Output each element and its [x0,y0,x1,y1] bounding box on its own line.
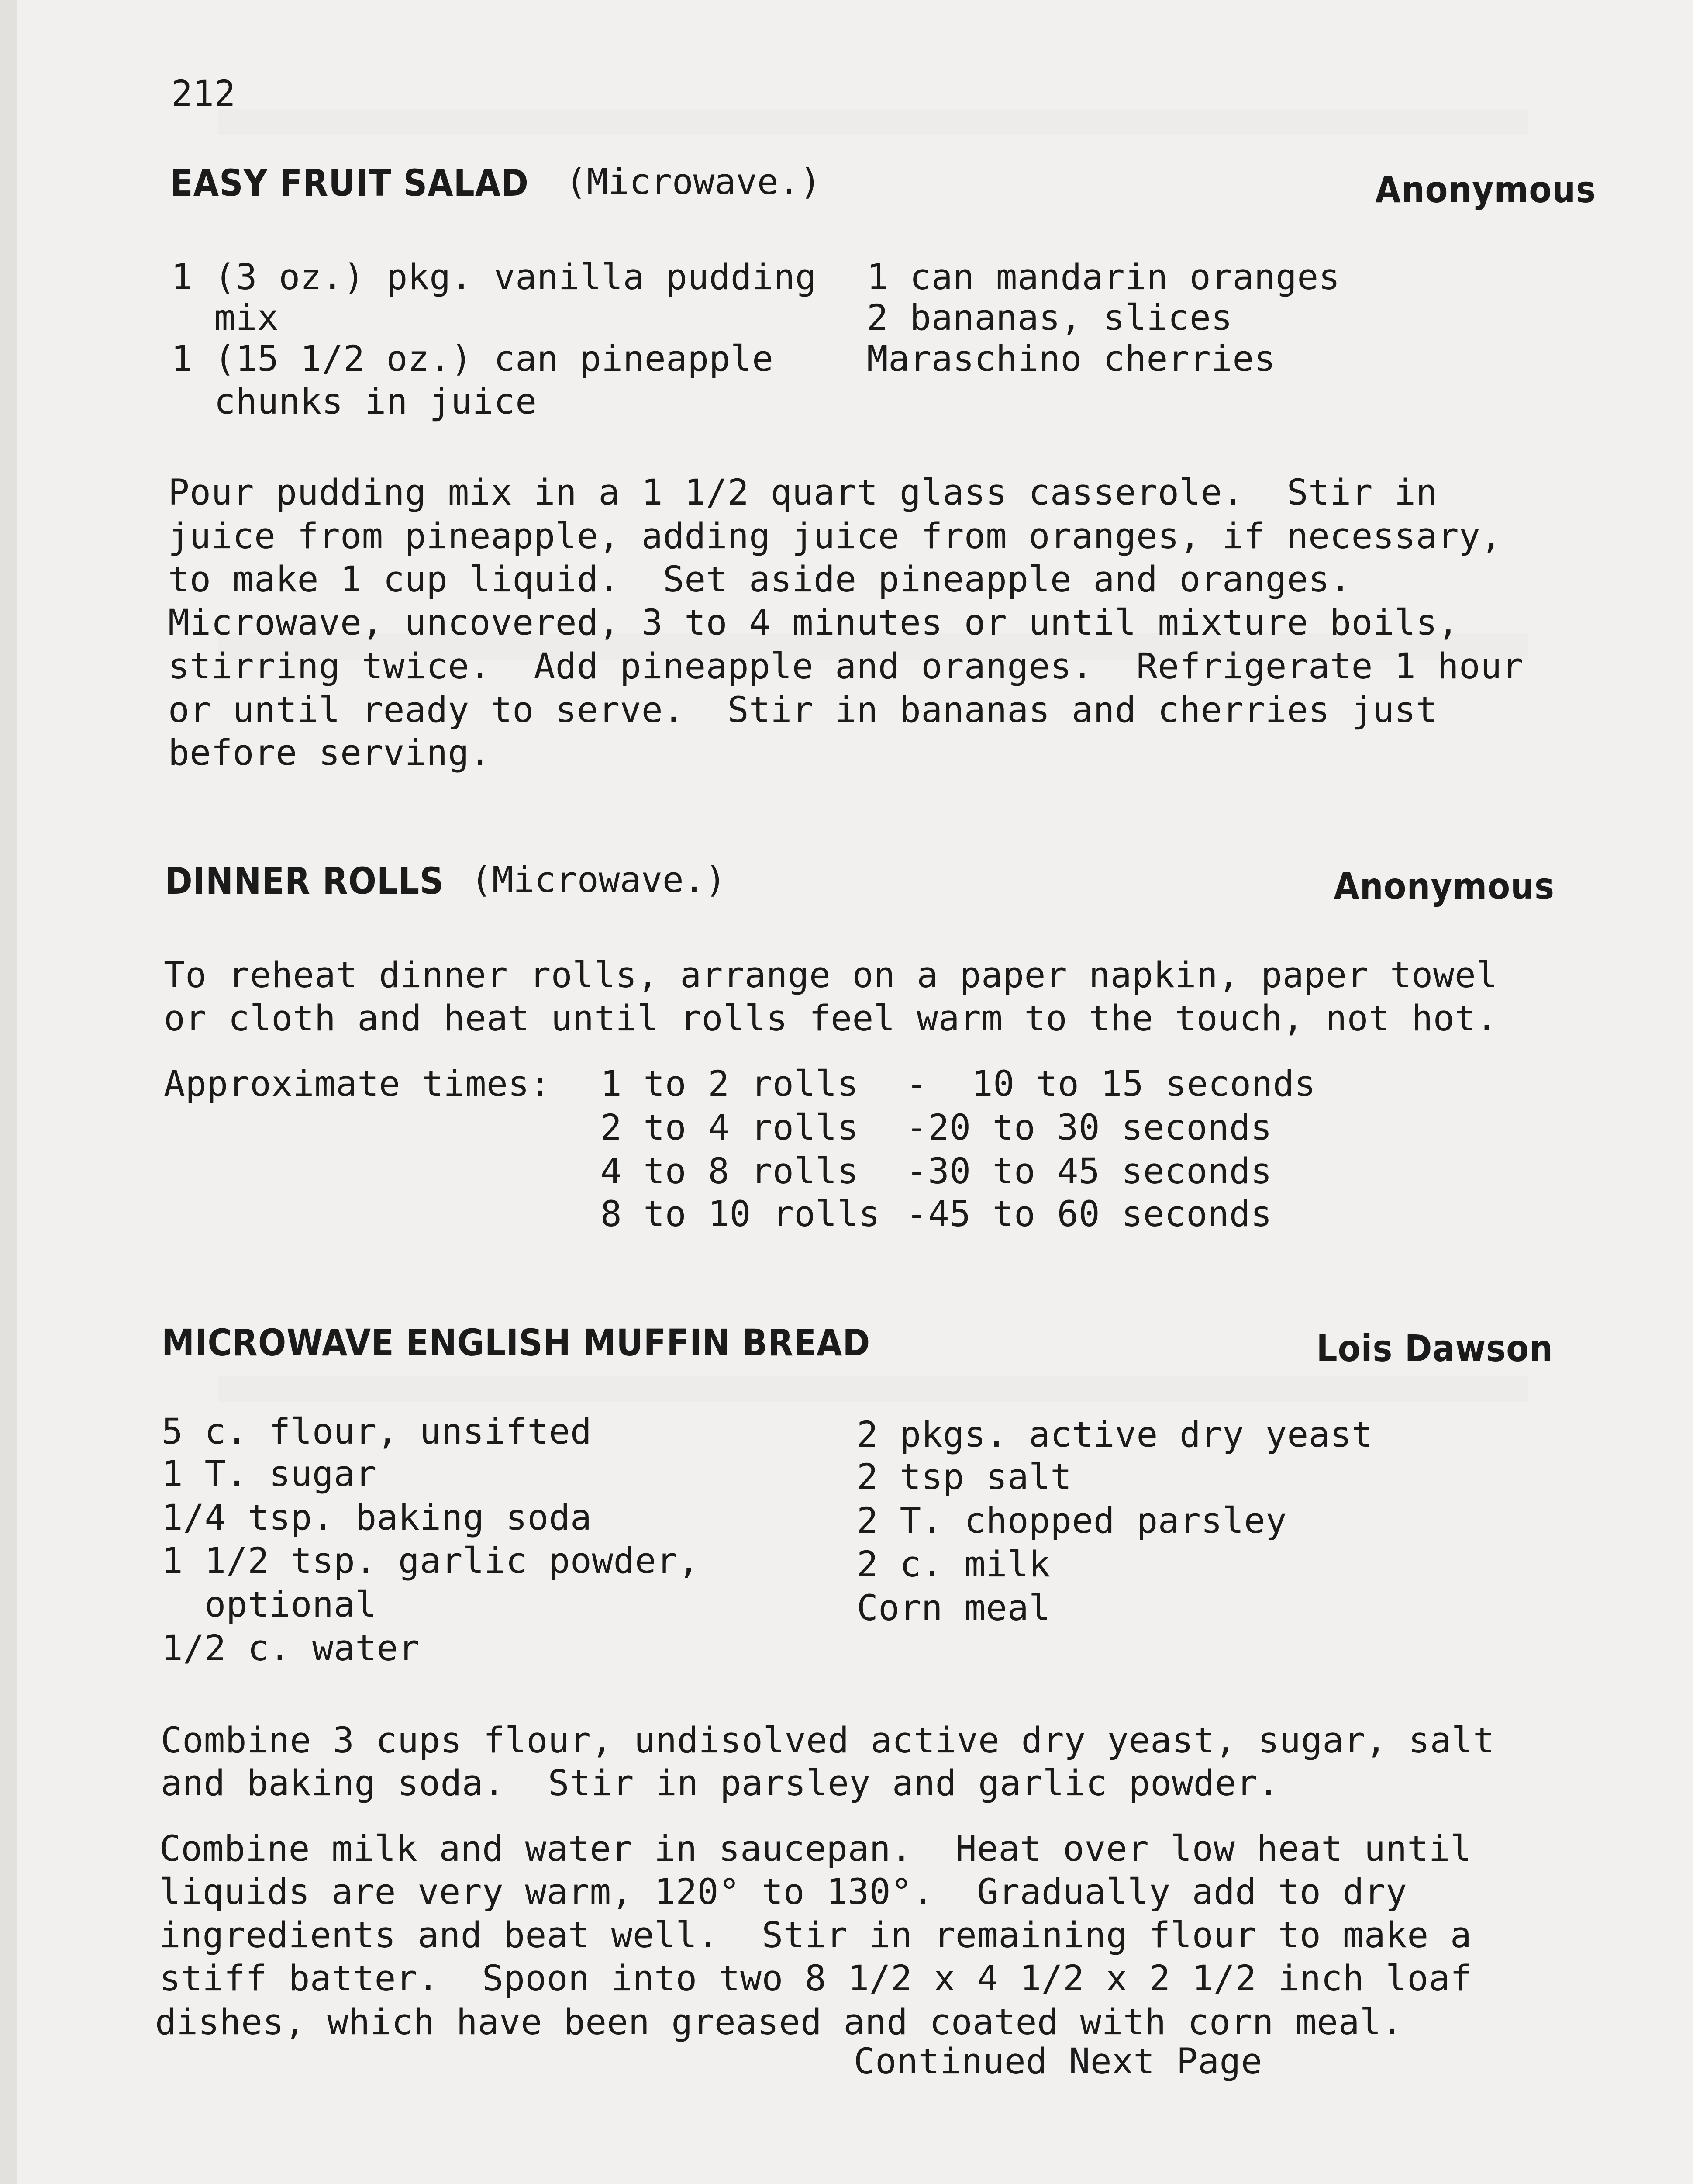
direction-line: to make 1 cup liquid. Set aside pineapple and oranges. [168,559,1352,600]
direction-line: stiff batter. Spoon into two 8 1/2 x 4 1/2 x 2 1/2 inch loaf [159,1958,1472,1999]
recipe-author: Anonymous [1334,865,1555,908]
times-rolls: 8 to 10 rolls [600,1194,880,1235]
direction-line: ingredients and beat well. Stir in remaining flour to make a [159,1915,1472,1956]
recipe-subtitle: (Microwave.) [565,162,821,203]
direction-line: Pour pudding mix in a 1 1/2 quart glass casserole. Stir in [168,472,1438,513]
ingredient: 1 (15 1/2 oz.) can pineapple [171,339,774,380]
direction-line: To reheat dinner rolls, arrange on a paper napkin, paper towel [164,955,1498,996]
recipe-subtitle: (Microwave.) [471,860,727,901]
ingredient: 1/2 c. water [162,1628,420,1669]
recipe-title: EASY FRUIT SALAD [170,162,529,204]
times-dash: - [906,1151,928,1192]
ingredient: 2 pkgs. active dry yeast [857,1414,1373,1455]
times-rolls: 2 to 4 rolls [600,1107,859,1148]
ingredient: 5 c. flour, unsifted [162,1411,592,1452]
direction-line: stirring twice. Add pineapple and oranges. Refrigerate 1 hour [168,646,1524,687]
times-rolls: 4 to 8 rolls [600,1151,859,1192]
ingredient: mix [171,297,279,339]
times-dash: - [906,1064,928,1105]
times-dash: - [906,1194,928,1235]
times-label: Approximate times: [164,1064,551,1105]
ingredient: 2 bananas, slices [867,297,1233,339]
recipe-title: DINNER ROLLS [165,860,444,902]
times-dash: - [906,1107,928,1148]
times-rolls: 1 to 2 rolls [600,1064,859,1105]
times-seconds: 45 to 60 seconds [928,1194,1272,1235]
direction-line: or cloth and heat until rolls feel warm to the touch, not hot. [164,998,1498,1039]
ingredient: 1 T. sugar [162,1454,377,1495]
ingredient: Maraschino cherries [867,339,1276,380]
recipe-author: Anonymous [1375,168,1596,211]
ingredient: 1 1/2 tsp. garlic powder, [162,1541,700,1582]
direction-line: Combine milk and water in saucepan. Heat over low heat until [159,1828,1472,1870]
direction-line: Combine 3 cups flour, undisolved active dry yeast, sugar, salt [161,1720,1495,1761]
ingredient: optional [162,1584,377,1625]
direction-line: or until ready to serve. Stir in bananas and cherries just [168,690,1438,731]
ingredient: 1/4 tsp. baking soda [162,1497,592,1538]
ingredient: 2 c. milk [857,1544,1051,1585]
direction-line: and baking soda. Stir in parsley and garlic powder. [161,1763,1279,1804]
ingredient: Corn meal [857,1588,1051,1629]
times-seconds: 30 to 45 seconds [928,1151,1272,1192]
ingredient: 2 T. chopped parsley [857,1500,1287,1541]
recipe-title: MICROWAVE ENGLISH MUFFIN BREAD [162,1321,871,1364]
times-seconds: 10 to 15 seconds [972,1064,1316,1105]
direction-line: dishes, which have been greased and coated with corn meal. [155,2002,1403,2043]
direction-line: Microwave, uncovered, 3 to 4 minutes or until mixture boils, [168,602,1459,643]
ingredient: 2 tsp salt [857,1457,1072,1498]
times-seconds: 20 to 30 seconds [928,1107,1272,1148]
continued-note: Continued Next Page [854,2041,1263,2082]
ingredient: 1 can mandarin oranges [867,257,1340,298]
ingredient: 1 (3 oz.) pkg. vanilla pudding [171,257,817,298]
page-number: 212 [171,73,236,114]
ingredient: chunks in juice [171,381,537,422]
direction-line: before serving. [168,733,491,774]
direction-line: juice from pineapple, adding juice from oranges, if necessary, [168,516,1502,557]
direction-line: liquids are very warm, 120° to 130°. Gradually add to dry [159,1872,1407,1913]
recipe-author: Lois Dawson [1316,1327,1553,1370]
